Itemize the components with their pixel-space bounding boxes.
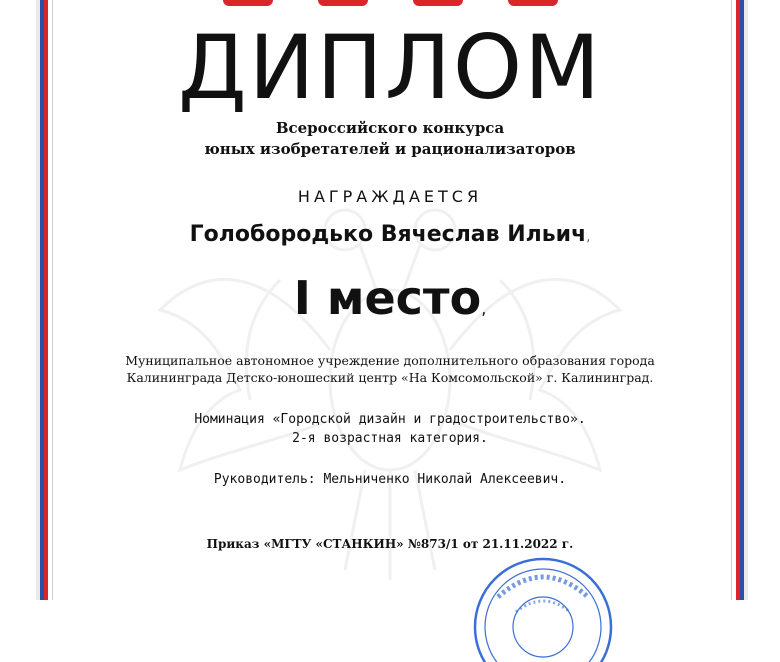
contest-name-line1: Всероссийского конкурса: [275, 119, 505, 137]
organization-line1: Муниципальное автономное учреждение дополнительного образования города: [125, 353, 655, 368]
recipient-punctuation: ,: [586, 230, 591, 245]
round-stamp-icon: [468, 552, 618, 662]
nomination-line1: Номинация «Городской дизайн и градостроительство».: [194, 412, 586, 427]
nomination: [90, 410, 690, 448]
contest-name-line2: юных изобретателей и рационализаторов: [204, 140, 576, 158]
order-reference: Приказ «МГТУ «СТАНКИН» №873/1 от 21.11.2022 г.: [206, 537, 574, 551]
organization-line2: Калининграда Детско-юношеский центр «На Комсомольской» г. Калининград.: [126, 370, 654, 385]
organization: [90, 352, 690, 386]
diploma-title: ДИПЛОМ: [177, 16, 603, 119]
recipient: [0, 222, 780, 247]
top-mark: [223, 0, 273, 6]
contest-name: [0, 118, 780, 160]
nomination-line2: 2-я возрастная категория.: [292, 431, 488, 446]
top-decoration: [200, 0, 580, 6]
place-punctuation: ,: [481, 299, 487, 318]
top-mark: [413, 0, 463, 6]
recipient-name: Голобородько Вячеслав Ильич: [189, 222, 587, 247]
top-mark: [318, 0, 368, 6]
supervisor: Руководитель: Мельниченко Николай Алексеевич.: [213, 472, 567, 487]
awarded-label: НАГРАЖДАЕТСЯ: [297, 187, 483, 206]
place-text: I место: [293, 271, 482, 325]
place: [0, 270, 780, 337]
top-mark: [508, 0, 558, 6]
